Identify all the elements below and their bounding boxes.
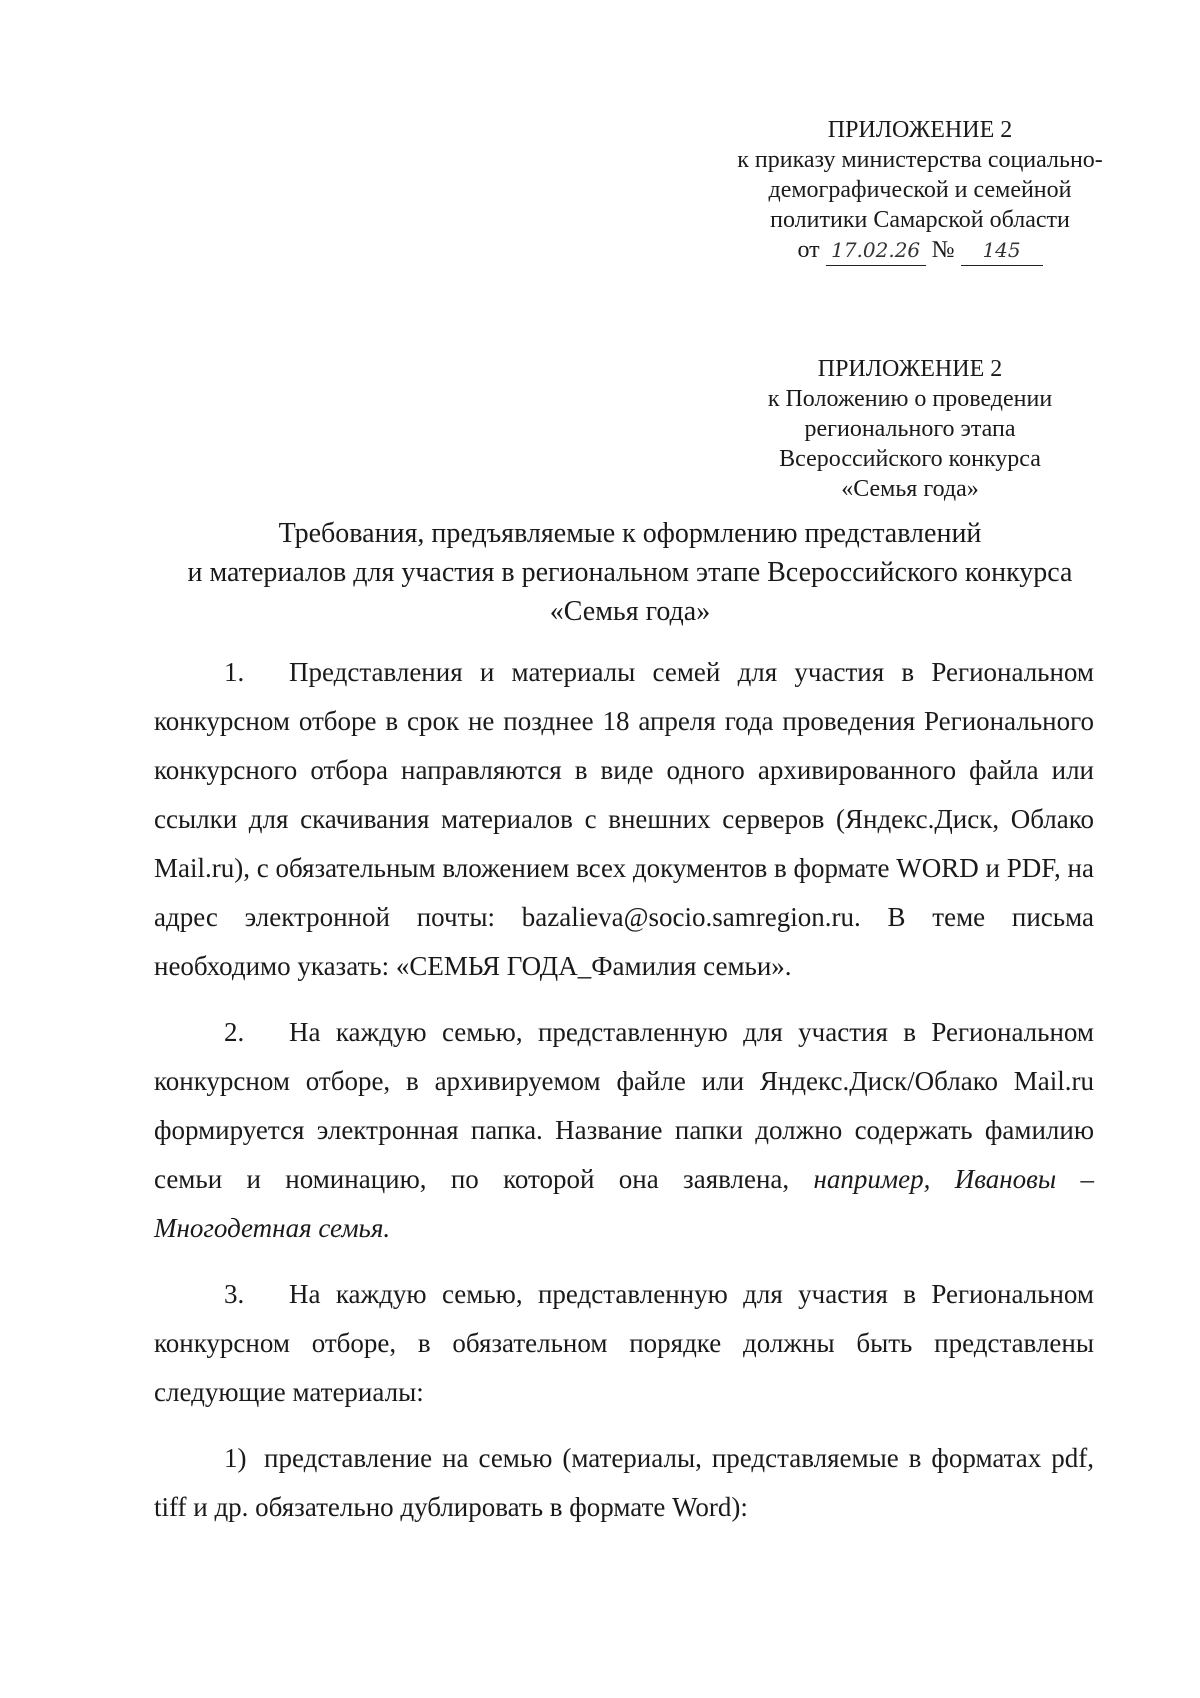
order-date-number — [700, 235, 1140, 266]
order-annex-header — [700, 115, 1140, 266]
annex-line: политики Самарской области — [770, 207, 1070, 233]
annex-line: регионального этапа — [804, 416, 1016, 442]
date-prefix: от — [797, 237, 820, 263]
subparagraph-text: представление на семью (материалы, представляемые в форматах pdf, tiff и др. обязательно дублировать в формате Word): — [154, 1443, 1094, 1522]
paragraph-3 — [154, 1270, 1094, 1417]
annex-line: Всероссийского конкурса — [779, 446, 1041, 472]
handwritten-date: 17.02.26 — [826, 235, 926, 266]
paragraph-example: например, Ивановы – Многодетная семья. — [154, 1164, 1095, 1243]
paragraph-text: На каждую семью, представленную для участия в Региональном конкурсном отборе, в обязательном порядке должны быть представлены следующие материалы: — [154, 1279, 1094, 1407]
annex-line: «Семья года» — [841, 476, 979, 502]
paragraph-text: На каждую семью, представленную для участия в Региональном конкурсном отборе, в архивируемом файле или Яндекс.Диск/Облако Mail.ru формируется электронная папка. Название папки должно содержать фамилию семьи и номинацию, по которой она заявлена, — [154, 1017, 1094, 1194]
annex-title: ПРИЛОЖЕНИЕ 2 — [827, 117, 1013, 143]
paragraph-2 — [154, 1008, 1094, 1253]
heading-line: и материалов для участия в региональном этапе Всероссийского конкурса — [187, 557, 1073, 588]
heading-line: Требования, предъявляемые к оформлению представлений — [278, 518, 982, 549]
subparagraph-1 — [154, 1434, 1094, 1532]
number-sign: № — [931, 237, 955, 263]
annex-line: к Положению о проведении — [767, 386, 1053, 412]
annex-line: к приказу министерства социально- — [737, 147, 1103, 173]
document-body — [154, 648, 1094, 1532]
annex-title: ПРИЛОЖЕНИЕ 2 — [817, 356, 1003, 382]
handwritten-number: 145 — [961, 235, 1043, 266]
paragraph-number: 3. — [224, 1279, 245, 1309]
annex-line: демографической и семейной — [768, 177, 1072, 203]
regulation-annex-header — [740, 354, 1080, 504]
document-heading — [100, 514, 1160, 631]
heading-line: «Семья года» — [549, 596, 711, 627]
subparagraph-number: 1) — [224, 1443, 247, 1473]
paragraph-number: 2. — [224, 1017, 245, 1047]
paragraph-1 — [154, 648, 1094, 991]
paragraph-number: 1. — [224, 657, 245, 687]
paragraph-text: Представления и материалы семей для участия в Региональном конкурсном отборе в срок не позднее 18 апреля года проведения Регионального конкурсного отбора направляются в виде одного архивированного файла или ссылки для скачивания материалов с внешних серверов (Яндекс.Диск, Облако Mail.ru), с обязательным вложением всех документов в формате WORD и PDF, на адрес электронной почты: bazalieva@socio.samregion.ru. В теме письма необходимо указать: «СЕМЬЯ ГОДА_Фамилия семьи». — [154, 657, 1094, 981]
